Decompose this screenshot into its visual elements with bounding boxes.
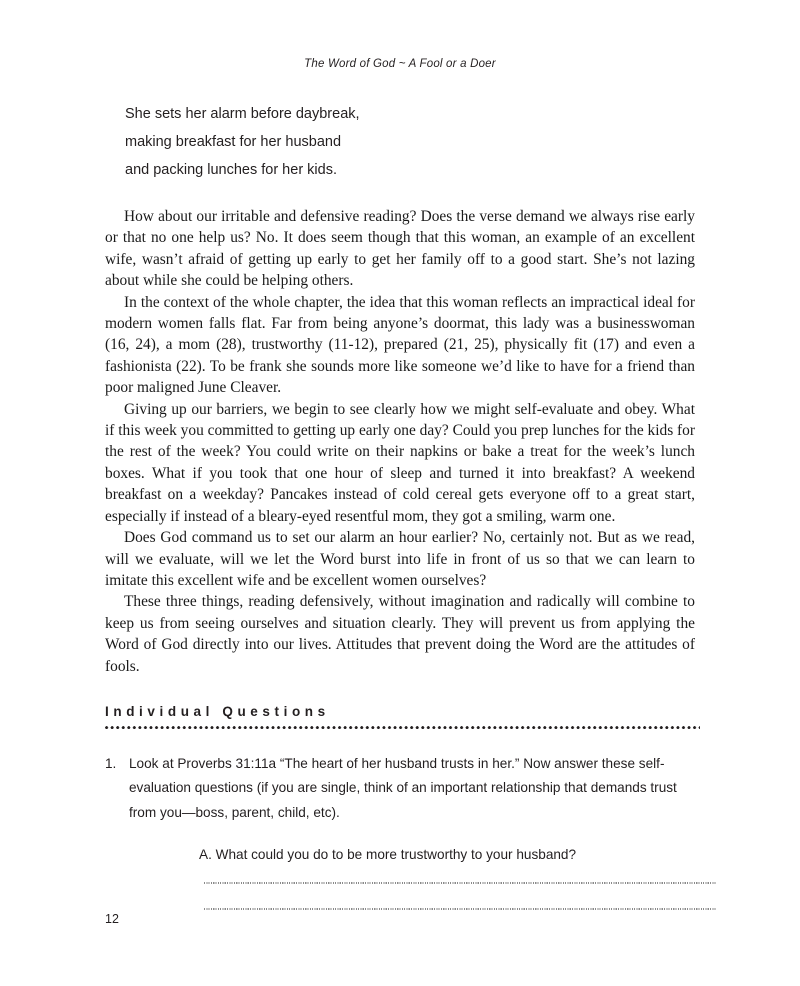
answer-write-line[interactable] xyxy=(204,908,716,910)
question-number: 1. xyxy=(105,755,117,771)
question-item xyxy=(105,752,695,910)
subquestion-a: A. What could you do to be more trustworthy to your husband? xyxy=(199,847,577,863)
section-heading: Individual Questions xyxy=(105,703,330,719)
verse-line: and packing lunches for her kids. xyxy=(125,162,337,178)
answer-lines xyxy=(129,882,695,910)
verse-line: making breakfast for her husband xyxy=(125,134,342,150)
question-list xyxy=(105,752,695,910)
body-paragraph: How about our irritable and defensive reading? Does the verse demand we always rise early or that no one help us? No. It does seem though that this woman, an example of an excellent wife, wasn’t afraid of getting up early to get her family off to a good start. She’s not lazing about while she could be helping others. xyxy=(105,208,695,290)
answer-write-line[interactable] xyxy=(204,882,716,884)
page-number: 12 xyxy=(105,912,119,926)
page-content xyxy=(105,100,695,934)
body-paragraph: Does God command us to set our alarm an hour earlier? No, certainly not. But as we read, will we evaluate, will we let the Word burst into life in front of us so that we can learn to imitate this excellent wife and be excellent women ourselves? xyxy=(105,529,695,589)
dotted-divider xyxy=(105,726,700,730)
verse-block xyxy=(105,100,695,184)
body-text xyxy=(105,206,695,677)
verse-line: She sets her alarm before daybreak, xyxy=(125,106,360,122)
section-header xyxy=(105,703,695,730)
body-paragraph: These three things, reading defensively, without imagination and radically will combine to keep us from seeing ourselves and situation clearly. They will prevent us from applying the Word of God directly into our lives. Attitudes that prevent doing the Word are the attitudes of fools. xyxy=(105,593,695,675)
body-paragraph: Giving up our barriers, we begin to see clearly how we might self-evaluate and obey. What if this week you committed to getting up early one day? Could you prep lunches for the kids for the rest of the week? You could write on their napkins or bake a treat for the week’s lunch boxes. What if you took that one hour of sleep and turned it into breakfast? A weekend breakfast on a weekday? Pancakes instead of cold cereal gets everyone off to a great start, especially if instead of a bleary-eyed resentful mom, they got a smiling, warm one. xyxy=(105,400,695,525)
question-text: Look at Proverbs 31:11a “The heart of her husband trusts in her.” Now answer these self-evaluation questions (if you are single, think of an important relationship that demands trust from you—boss, parent, child, etc). xyxy=(129,755,677,820)
running-head: The Word of God ~ A Fool or a Doer xyxy=(304,58,496,70)
body-paragraph: In the context of the whole chapter, the idea that this woman reflects an impractical ideal for modern women falls flat. Far from being anyone’s doormat, this lady was a businesswoman (16, 24), a mom (28), trustworthy (11-12), prepared (21, 25), physically fit (17) and even a fashionista (22). To be frank she sounds more like someone we’d like to have for a friend than poor maligned June Cleaver. xyxy=(105,293,695,397)
